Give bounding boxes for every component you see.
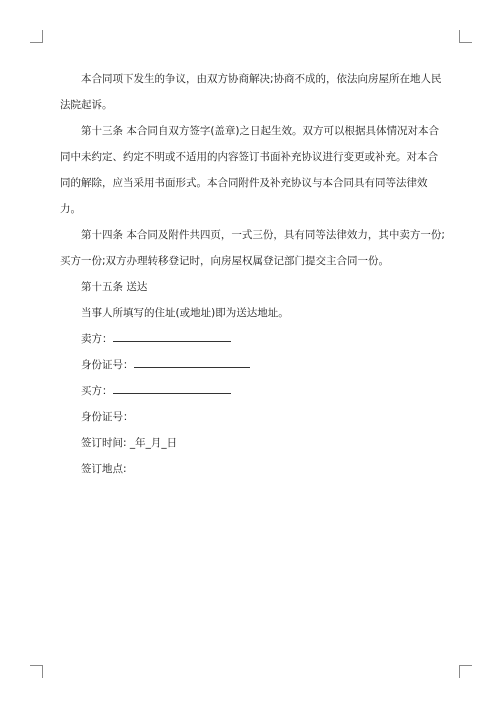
sign-date-value: _年_月_日 (129, 437, 178, 449)
crop-mark-bottom-right (459, 665, 472, 678)
buyer-label: 买方： (81, 385, 113, 397)
buyer-id-field (60, 404, 445, 430)
sign-place-label: 签订地点: (81, 463, 127, 475)
seller-id-field (60, 352, 445, 378)
document-body (60, 66, 445, 482)
sign-date-field (60, 430, 445, 456)
paragraph-article-14: 第十四条 本合同及附件共四页，一式三份，具有同等法律效力，其中卖方一份;买方一份;双方办理转移登记时，向房屋权属登记部门提交主合同一份。 (60, 229, 445, 267)
sign-date-label: 签订时间: (81, 437, 127, 449)
buyer-field (60, 378, 445, 404)
buyer-blank-line (113, 383, 231, 394)
seller-blank-line (113, 331, 231, 342)
seller-id-label: 身份证号： (81, 359, 134, 371)
paragraph-article-15-heading: 第十五条 送达 (81, 281, 148, 293)
paragraph-article-13: 第十三条 本合同自双方签字(盖章)之日起生效。双方可以根据具体情况对本合同中未约定、约定不明或不适用的内容签订书面补充协议进行变更或补充。对本合同的解除，应当采用书面形式。本合同附件及补充协议与本合同具有同等法律效力。 (60, 125, 440, 215)
seller-field (60, 326, 445, 352)
buyer-id-label: 身份证号： (81, 411, 134, 423)
sign-place-field (60, 456, 445, 482)
paragraph-service-address: 当事人所填写的住址(或地址)即为送达地址。 (81, 307, 289, 319)
paragraph-dispute: 本合同项下发生的争议，由双方协商解决;协商不成的，依法向房屋所在地人民法院起诉。 (60, 73, 442, 111)
seller-id-blank-line (134, 357, 250, 368)
crop-mark-top-left (30, 30, 43, 43)
seller-label: 卖方： (81, 333, 113, 345)
crop-mark-bottom-left (30, 665, 43, 678)
crop-mark-top-right (459, 30, 472, 43)
